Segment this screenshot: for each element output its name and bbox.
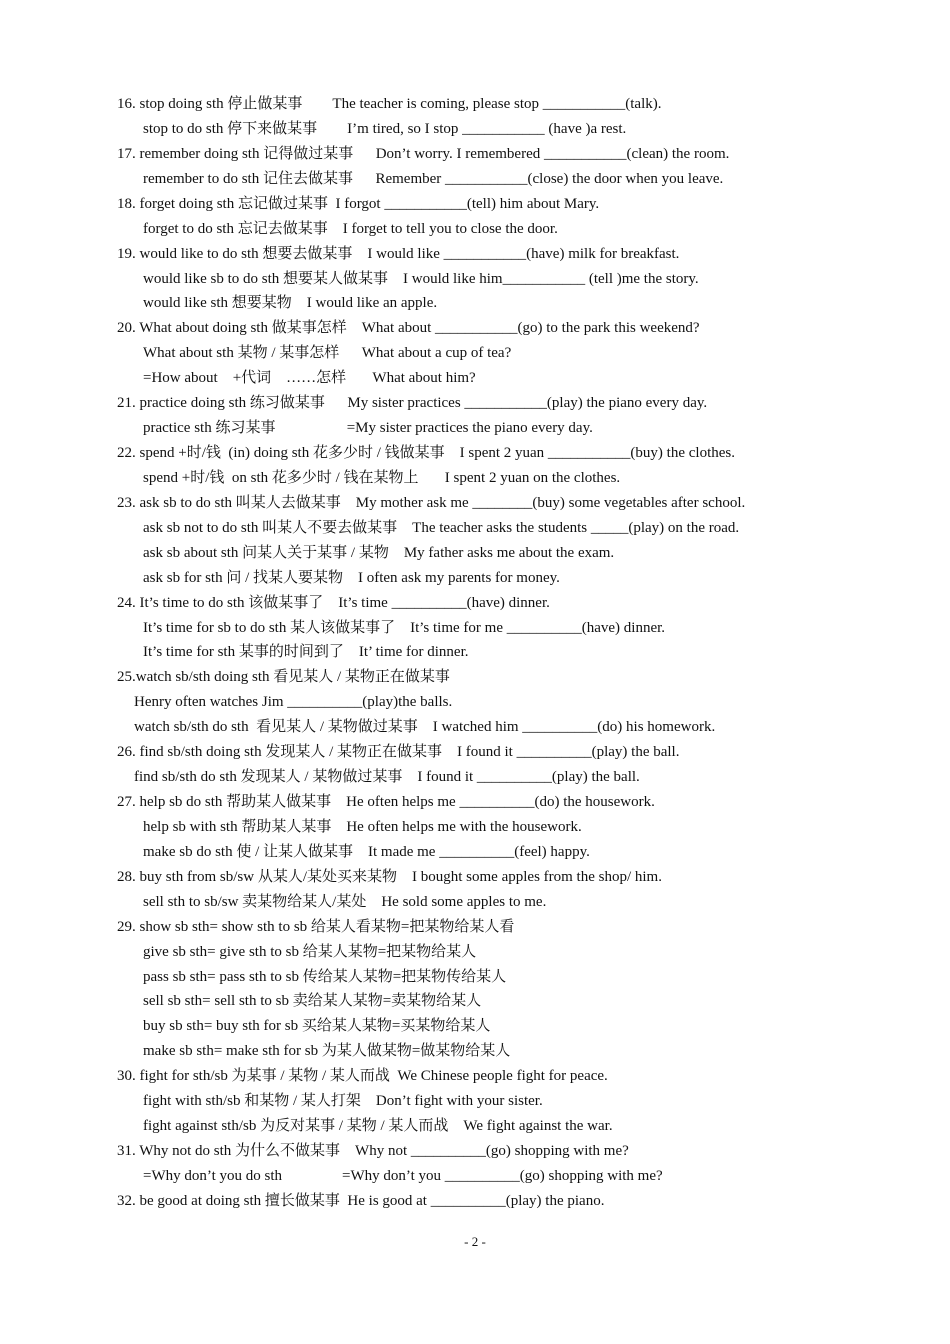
document-line: =Why don’t you do sth =Why don’t you __________(go) shopping with me? — [143, 1168, 663, 1184]
document-line: would like sth 想要某物 I would like an apple. — [143, 295, 438, 311]
document-line: 17. remember doing sth 记得做过某事 Don’t worry. I remembered ___________(clean) the room. — [117, 146, 730, 162]
document-line: 32. be good at doing sth 擅长做某事 He is good at __________(play) the piano. — [117, 1193, 605, 1209]
document-line: ask sb for sth 问 / 找某人要某物 I often ask my parents for money. — [143, 570, 560, 586]
document-line: ask sb not to do sth 叫某人不要去做某事 The teacher asks the students _____(play) on the road. — [143, 520, 740, 536]
document-line: 25.watch sb/sth doing sth 看见某人 / 某物正在做某事 — [117, 669, 450, 685]
document-line: 30. fight for sth/sb 为某事 / 某物 / 某人而战 We Chinese people fight for peace. — [117, 1068, 608, 1084]
document-line: Henry often watches Jim __________(play)the balls. — [134, 694, 453, 710]
document-line: 29. show sb sth= show sth to sb 给某人看某物=把某物给某人看 — [117, 919, 515, 935]
document-line: ask sb about sth 问某人关于某事 / 某物 My father asks me about the exam. — [143, 545, 615, 561]
document-line: make sb sth= make sth for sb 为某人做某物=做某物给某人 — [143, 1043, 511, 1059]
document-line: find sb/sth do sth 发现某人 / 某物做过某事 I found it __________(play) the ball. — [134, 769, 640, 785]
document-line: 28. buy sth from sb/sw 从某人/某处买来某物 I bought some apples from the shop/ him. — [117, 869, 662, 885]
document-line: =How about +代词 ……怎样 What about him? — [143, 370, 476, 386]
document-line: remember to do sth 记住去做某事 Remember ___________(close) the door when you leave. — [143, 171, 724, 187]
page-number: - 2 - — [464, 1234, 486, 1249]
document-line: 20. What about doing sth 做某事怎样 What about ___________(go) to the park this weekend? — [117, 320, 700, 336]
document-line: fight with sth/sb 和某物 / 某人打架 Don’t fight with your sister. — [143, 1093, 543, 1109]
document-line: watch sb/sth do sth 看见某人 / 某物做过某事 I watched him __________(do) his homework. — [134, 719, 716, 735]
document-line: 23. ask sb to do sth 叫某人去做某事 My mother ask me ________(buy) some vegetables after school. — [117, 495, 746, 511]
document-line: sell sb sth= sell sth to sb 卖给某人某物=卖某物给某人 — [143, 993, 482, 1009]
document-line: give sb sth= give sth to sb 给某人某物=把某物给某人 — [143, 944, 477, 960]
document-line: forget to do sth 忘记去做某事 I forget to tell you to close the door. — [143, 221, 558, 237]
document-line: 26. find sb/sth doing sth 发现某人 / 某物正在做某事 I found it __________(play) the ball. — [117, 744, 680, 760]
document-line: fight against sth/sb 为反对某事 / 某物 / 某人而战 We fight against the war. — [143, 1118, 613, 1134]
document-line: 19. would like to do sth 想要去做某事 I would like ___________(have) milk for breakfast. — [117, 246, 680, 262]
document-line: pass sb sth= pass sth to sb 传给某人某物=把某物传给某人 — [143, 969, 507, 985]
document-line: 24. It’s time to do sth 该做某事了 It’s time __________(have) dinner. — [117, 595, 550, 611]
document-line: 18. forget doing sth 忘记做过某事 I forgot ___________(tell) him about Mary. — [117, 196, 600, 212]
document-line: practice sth 练习某事 =My sister practices the piano every day. — [143, 420, 593, 436]
document-line: sell sth to sb/sw 卖某物给某人/某处 He sold some apples to me. — [143, 894, 547, 910]
document-line: stop to do sth 停下来做某事 I’m tired, so I stop ___________ (have )a rest. — [143, 121, 627, 137]
document-line: What about sth 某物 / 某事怎样 What about a cup of tea? — [143, 345, 512, 361]
document-line: spend +时/钱 on sth 花多少时 / 钱在某物上 I spent 2 yuan on the clothes. — [143, 470, 621, 486]
document-line: 27. help sb do sth 帮助某人做某事 He often helps me __________(do) the housework. — [117, 794, 655, 810]
document-line: It’s time for sth 某事的时间到了 It’ time for dinner. — [143, 644, 469, 660]
document-line: It’s time for sb to do sth 某人该做某事了 It’s time for me __________(have) dinner. — [143, 620, 666, 636]
document-line: buy sb sth= buy sth for sb 买给某人某物=买某物给某人 — [143, 1018, 491, 1034]
document-line: would like sb to do sth 想要某人做某事 I would like him___________ (tell )me the story. — [143, 271, 699, 287]
document-line: 16. stop doing sth 停止做某事 The teacher is coming, please stop ___________(talk). — [117, 96, 662, 112]
document-line: make sb do sth 使 / 让某人做某事 It made me __________(feel) happy. — [143, 844, 590, 860]
document-line: 31. Why not do sth 为什么不做某事 Why not __________(go) shopping with me? — [117, 1143, 629, 1159]
document-line: help sb with sth 帮助某人某事 He often helps me with the housework. — [143, 819, 582, 835]
document-line: 21. practice doing sth 练习做某事 My sister practices ___________(play) the piano every day. — [117, 395, 708, 411]
document-line: 22. spend +时/钱 (in) doing sth 花多少时 / 钱做某事 I spent 2 yuan ___________(buy) the clothes. — [117, 445, 735, 461]
